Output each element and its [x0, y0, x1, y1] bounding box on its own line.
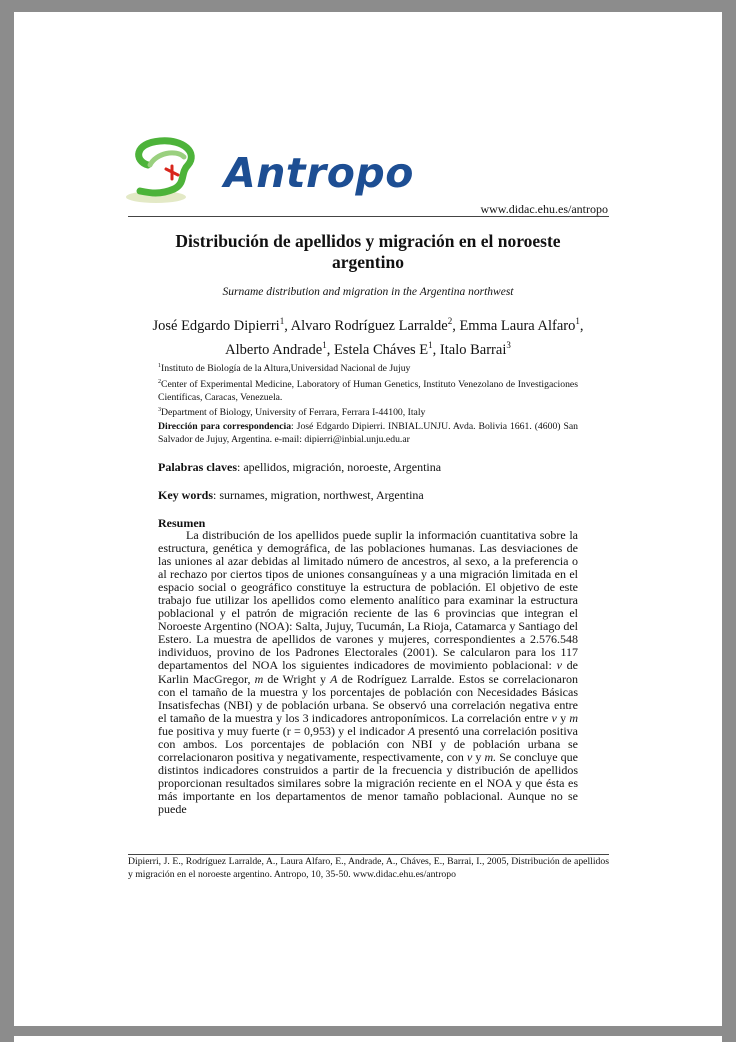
- author-name: José Edgardo Dipierri: [152, 317, 280, 334]
- author-separator: ,: [579, 317, 584, 334]
- citation-footer: Dipierri, J. E., Rodríguez Larralde, A., Laura Alfaro, E., Andrade, A., Cháves, E., Barrai, I., 2005, Distribución de apellidos y migración en el noroeste argentino. Antropo, 10, 35-50. www.didac.ehu.es/antropo: [128, 856, 609, 880]
- author-name: Estela Cháves E: [333, 341, 429, 358]
- author-separator: ,: [326, 341, 334, 358]
- abstract-symbol: m: [254, 671, 264, 686]
- affiliation-item: [158, 404, 578, 420]
- keywords-spanish: [158, 460, 578, 475]
- author-separator: ,: [452, 317, 460, 334]
- article-title: Distribución de apellidos y migración en el noroeste argentino: [175, 231, 561, 272]
- antropo-logo: [126, 135, 414, 207]
- abstract-text: de Wright y: [263, 671, 331, 686]
- affiliation-item: [158, 376, 578, 404]
- affiliation-text: Department of Biology, University of Ferrara, Ferrara I-44100, Italy: [161, 407, 426, 419]
- abstract-text: presentó una correlación positiva con ambos. Los porcentajes de población con NBI y de población urbana se correlacionaron positiva y negativamente, respectivamente, con: [158, 723, 578, 764]
- author-affiliation-mark: 3: [506, 339, 511, 350]
- logo-wordmark: Antropo: [224, 149, 414, 197]
- keywords-label: Key words: [158, 488, 213, 502]
- abstract-symbol: v: [551, 710, 557, 725]
- keywords-text: : apellidos, migración, noroeste, Argentina: [237, 460, 442, 474]
- correspondence-label: Dirección para correspondencia: [158, 421, 292, 432]
- journal-url[interactable]: www.didac.ehu.es/antropo: [480, 202, 608, 216]
- keywords-label: Palabras claves: [158, 460, 237, 474]
- affiliation-number: 3: [158, 407, 161, 414]
- author-separator: ,: [284, 317, 291, 334]
- abstract-text: de Karlin MacGregor,: [158, 658, 579, 686]
- author-affiliation-mark: 1: [322, 339, 327, 350]
- affiliation-number: 2: [158, 378, 161, 385]
- keywords-text: : surnames, migration, northwest, Argentina: [213, 488, 424, 502]
- author-affiliation-mark: 2: [447, 316, 453, 326]
- logo-emblem-icon: [126, 135, 226, 207]
- next-page-edge: [14, 1036, 722, 1042]
- abstract-body: [158, 529, 578, 816]
- abstract-symbol: m.: [484, 749, 497, 764]
- author-name: Italo Barrai: [439, 341, 507, 358]
- correspondence: [158, 421, 578, 446]
- header-rule: [128, 216, 609, 217]
- abstract-symbol: v: [466, 749, 473, 764]
- affiliation-number: 1: [158, 363, 161, 369]
- abstract-text: y: [556, 710, 570, 725]
- abstract-text: de Rodríguez Larralde. Estos se correlacionaron con el tamaño de la muestra y los porcentajes de población con Necesidades Básicas Insatisfechas (NBI) y de población urbana. Se observó una correlación negativa entre el tamaño de la muestra y los 3 indicadores antroponímicos. La correlación entre: [158, 671, 579, 725]
- author-name: Alvaro Rodríguez Larralde: [290, 317, 448, 334]
- author-affiliation-mark: 1: [575, 316, 580, 326]
- abstract-symbol: m: [569, 710, 579, 725]
- abstract-text: fue positiva y muy fuerte (r = 0,953) y el indicador: [158, 723, 408, 738]
- affiliations: [158, 360, 578, 420]
- abstract-text: y: [472, 749, 485, 764]
- correspondence-text: : José Edgardo Dipierri. INBIAL.UNJU. Avda. Bolivia 1661. (4600) San Salvador de Jujuy, Argentina. e-mail: dipierri@inbial.unju.edu.ar: [158, 421, 578, 445]
- author-name: Emma Laura Alfaro: [459, 317, 576, 334]
- abstract-symbol: A: [407, 723, 416, 738]
- abstract-text: La distribución de los apellidos puede suplir la información cuantitativa sobre la estructura, genética y demográfica, de las poblaciones humanas. Las desviaciones de las uniones al azar debidas al limitado número de ancestros, al sexo, a la preferencia o al rechazo por ciertos tipos de uniones consanguíneas y a una migración limitada en el espacio social o geográfico constituye la estructura de población. El objetivo de este trabajo fue utilizar los apellidos como elemento analítico para examinar la estructura poblacional y el patrón de migración reciente de las 6 provincias que integran el Noroeste Argentino (NOA): Salta, Jujuy, Tucumán, La Rioja, Catamarca y Santiago del Estero. La muestra de apellidos de varones y mujeres, correspondientes a 2.576.548 individuos, provino de los Padrones Electorales (2001). Se calcularon para los 117 departamentos del NOA los siguientes indicadores de movimiento poblacional:: [158, 528, 578, 673]
- abstract-text: Se concluye que distintos indicadores construidos a partir de la frecuencia y distribución de apellidos proporcionan resultados similares sobre la migración reciente en el NOA y que ésta es más importante en los departamentos de menor tamaño poblacional. Aunque no se puede: [158, 749, 579, 816]
- author-affiliation-mark: 1: [279, 316, 285, 326]
- affiliation-item: [158, 360, 578, 376]
- affiliation-text: Instituto de Biología de la Altura,Universidad Nacional de Jujuy: [161, 363, 411, 375]
- author-name: Alberto Andrade: [225, 341, 323, 358]
- footer-rule: [128, 854, 609, 855]
- abstract-symbol: A: [330, 671, 338, 686]
- article-subtitle: Surname distribution and migration in the Argentina northwest: [222, 286, 514, 298]
- author-affiliation-mark: 1: [428, 339, 433, 350]
- abstract-symbol: v: [556, 658, 562, 673]
- author-list: [150, 312, 586, 360]
- abstract-heading: Resumen: [158, 516, 206, 530]
- keywords-english: [158, 488, 578, 503]
- affiliation-text: Center of Experimental Medicine, Laboratory of Human Genetics, Instituto Venezolano de Investigaciones Científicas, Caracas, Venezuela.: [158, 379, 578, 403]
- author-separator: ,: [432, 341, 440, 358]
